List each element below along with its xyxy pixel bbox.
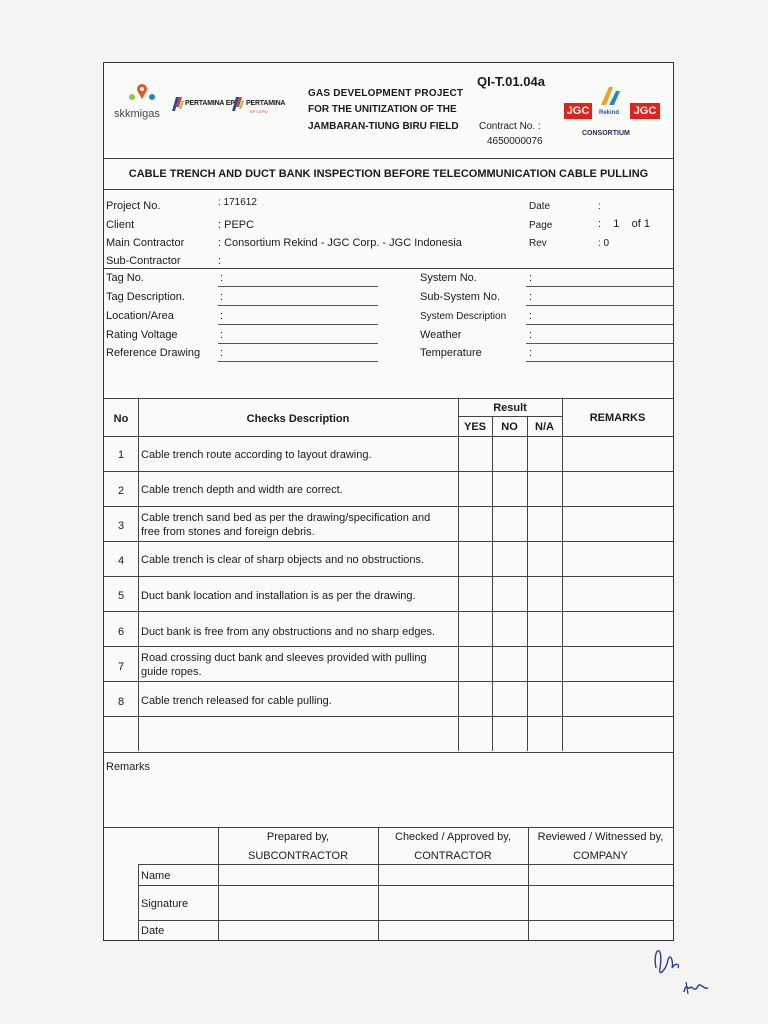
row-2-desc: Cable trench depth and width are correct. xyxy=(141,484,343,496)
row-3-desc-line1: Cable trench sand bed as per the drawing/specification and xyxy=(141,512,431,524)
row-7-desc-line1: Road crossing duct bank and sleeves provided with pulling xyxy=(141,652,427,664)
main-contractor-label: Main Contractor xyxy=(106,237,185,249)
rev-label: Rev xyxy=(529,238,547,249)
header-divider xyxy=(104,158,673,159)
handwritten-initials xyxy=(650,938,720,1008)
signoff-name-label: Name xyxy=(141,870,171,882)
sub-contractor-label: Sub-Contractor xyxy=(106,255,181,267)
tag-no-label: Tag No. xyxy=(106,272,144,284)
project-title-line2: FOR THE UNITIZATION OF THE xyxy=(308,104,457,115)
sub-system-no-label: Sub-System No. xyxy=(420,291,501,303)
remarks-area[interactable] xyxy=(104,775,673,827)
col-header-no2: NO xyxy=(501,421,518,433)
row-4-desc: Cable trench is clear of sharp objects and no obstructions. xyxy=(141,554,425,566)
form-title: CABLE TRENCH AND DUCT BANK INSPECTION BEFORE TELECOMMUNICATION CABLE PULLING xyxy=(128,168,649,180)
row-7-desc-line2: guide ropes. xyxy=(141,666,202,678)
system-no-label: System No. xyxy=(420,272,477,284)
row-5-no: 5 xyxy=(117,590,125,602)
row-5-desc: Duct bank location and installation is as per the drawing. xyxy=(141,590,416,602)
reviewed-witnessed-by-label: Reviewed / Witnessed by, xyxy=(537,831,664,843)
sub-contractor-value: : xyxy=(218,255,222,267)
row-4-no: 4 xyxy=(117,555,125,567)
temperature-value[interactable]: : xyxy=(529,347,533,359)
project-no-label: Project No. xyxy=(106,200,161,212)
project-no-value: : 171612 xyxy=(218,197,257,208)
col-header-result: Result xyxy=(493,402,527,414)
reference-drawing-label: Reference Drawing xyxy=(106,347,201,359)
row-1-no: 1 xyxy=(117,449,125,461)
reference-drawing-value[interactable]: : xyxy=(220,347,224,359)
skkmigas-logo xyxy=(112,79,170,123)
row-6-desc: Duct bank is free from any obstructions and no sharp edges. xyxy=(141,626,436,638)
rating-voltage-label: Rating Voltage xyxy=(106,329,178,341)
jgc-logo-right: JGC xyxy=(630,103,660,119)
project-title-line3: JAMBARAN-TIUNG BIRU FIELD xyxy=(308,121,459,132)
skkmigas-text: skkmigas xyxy=(114,108,160,120)
col-header-na: N/A xyxy=(535,421,554,433)
system-description-value[interactable]: : xyxy=(529,310,533,322)
rev-value: : 0 xyxy=(598,238,610,249)
date-value: : xyxy=(598,201,601,212)
row-7-no: 7 xyxy=(117,661,125,673)
contractor-label: CONTRACTOR xyxy=(414,850,492,862)
tag-description-label: Tag Description. xyxy=(106,291,185,303)
sub-system-no-value[interactable]: : xyxy=(529,291,533,303)
checks-table xyxy=(104,398,673,753)
doc-code: QI-T.01.04a xyxy=(477,74,545,89)
remarks-label: Remarks xyxy=(106,761,151,773)
pertamina-ep-logo: PERTAMINA EP xyxy=(170,95,232,117)
jgc-logo-left: JGC xyxy=(564,103,592,119)
subcontractor-label: SUBCONTRACTOR xyxy=(247,850,349,862)
page-value: : 1 of 1 xyxy=(598,218,650,230)
system-no-value[interactable]: : xyxy=(529,272,533,284)
client-value: : PEPC xyxy=(218,219,255,231)
row-1-desc: Cable trench route according to layout drawing. xyxy=(141,449,372,461)
location-area-value[interactable]: : xyxy=(220,310,224,322)
tag-description-value[interactable]: : xyxy=(220,291,224,303)
row-8-no: 8 xyxy=(117,696,125,708)
temperature-label: Temperature xyxy=(420,347,482,359)
checked-approved-by-label: Checked / Approved by, xyxy=(395,831,511,843)
row-3-no: 3 xyxy=(117,520,125,532)
remarks-divider xyxy=(104,827,673,828)
signoff-signature-label: Signature xyxy=(141,898,189,910)
col-header-remarks: REMARKS xyxy=(589,412,646,424)
col-header-yes: YES xyxy=(463,421,486,433)
location-area-label: Location/Area xyxy=(106,310,174,322)
inspection-form-sheet xyxy=(103,62,674,941)
checks-table-bottom xyxy=(104,752,673,753)
row-8-desc: Cable trench released for cable pulling. xyxy=(141,695,332,707)
row-6-no: 6 xyxy=(117,626,125,638)
row-2-no: 2 xyxy=(117,485,125,497)
project-title-line1: GAS DEVELOPMENT PROJECT xyxy=(308,88,464,99)
weather-value[interactable]: : xyxy=(529,329,533,341)
consortium-text: CONSORTIUM xyxy=(582,130,630,137)
pertamina-epcepu-logo: PERTAMINA EP CEPU xyxy=(230,95,292,119)
main-contractor-value: : Consortium Rekind - JGC Corp. - JGC Indonesia xyxy=(218,237,462,249)
date-label: Date xyxy=(529,201,551,212)
system-description-label: System Description xyxy=(420,311,507,322)
tag-no-value[interactable]: : xyxy=(220,272,224,284)
rating-voltage-value[interactable]: : xyxy=(220,329,224,341)
page-label: Page xyxy=(529,220,553,231)
info-divider xyxy=(104,268,673,269)
weather-label: Weather xyxy=(420,329,462,341)
col-header-no: No xyxy=(113,413,129,425)
contract-label: Contract No. : xyxy=(479,121,541,132)
title-divider xyxy=(104,189,673,190)
prepared-by-label: Prepared by, xyxy=(266,831,330,843)
signoff-date-label: Date xyxy=(141,925,165,937)
col-header-checks-description: Checks Description xyxy=(246,413,350,425)
rekind-icon xyxy=(596,83,626,107)
jgc-rekind-consortium-logo xyxy=(560,81,664,141)
rekind-text: Rekind xyxy=(599,110,620,116)
company-label: COMPANY xyxy=(573,850,628,862)
client-label: Client xyxy=(106,219,135,231)
row-3-desc-line2: free from stones and foreign debris. xyxy=(141,526,315,538)
contract-number: 4650000076 xyxy=(487,136,543,147)
